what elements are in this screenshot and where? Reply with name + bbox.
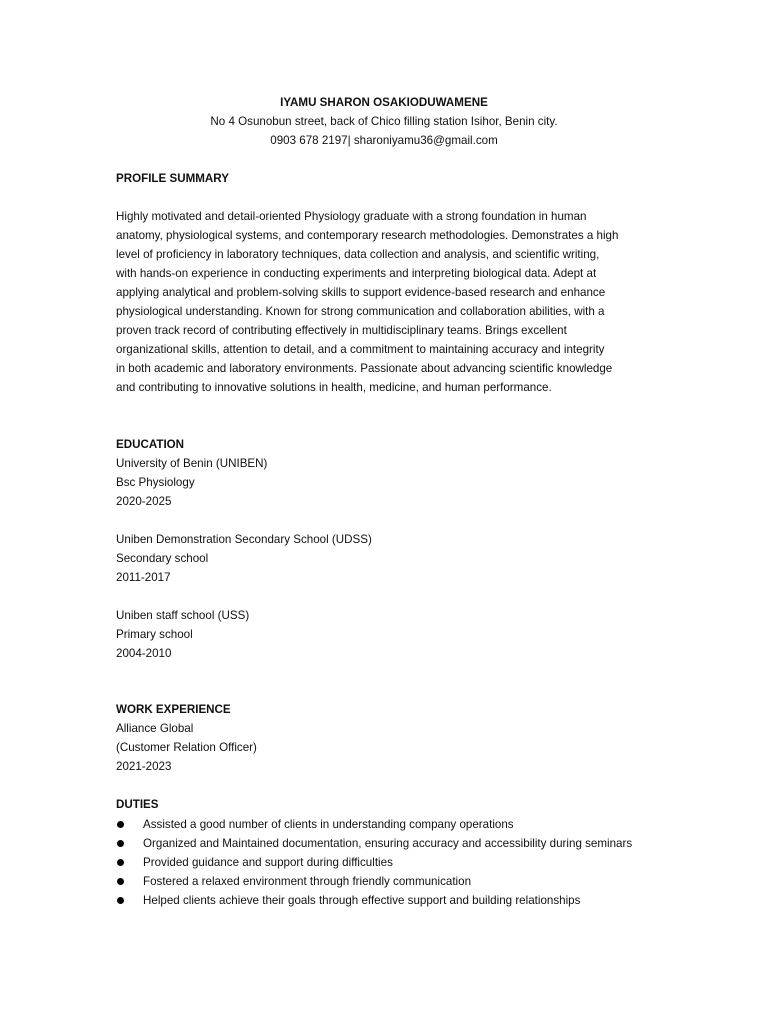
duty-text: Fostered a relaxed environment through friendly communication xyxy=(143,875,472,888)
education-institution: Uniben Demonstration Secondary School (UDSS) xyxy=(116,533,372,546)
address: No 4 Osunobun street, back of Chico filling station Isihor, Benin city. xyxy=(210,115,558,128)
bullet-icon xyxy=(117,897,124,904)
bullet-icon xyxy=(117,859,124,866)
profile-summary-heading: PROFILE SUMMARY xyxy=(116,172,229,185)
profile-line: in both academic and laboratory environments. Passionate about advancing scientific knowledge xyxy=(116,362,613,375)
work-company: Alliance Global xyxy=(116,722,194,735)
bullet-icon xyxy=(117,878,124,885)
profile-line: with hands-on experience in conducting experiments and interpreting biological data. Adept at xyxy=(116,267,597,280)
education-program: Bsc Physiology xyxy=(116,476,195,489)
duty-text: Assisted a good number of clients in understanding company operations xyxy=(143,818,514,831)
duty-text: Helped clients achieve their goals through effective support and building relationships xyxy=(143,894,581,907)
profile-line: applying analytical and problem-solving skills to support evidence-based research and enhance xyxy=(116,286,606,299)
education-program: Primary school xyxy=(116,628,193,641)
education-program: Secondary school xyxy=(116,552,209,565)
duty-text: Organized and Maintained documentation, ensuring accuracy and accessibility during seminars xyxy=(143,837,633,850)
bullet-icon xyxy=(117,821,124,828)
work-role: (Customer Relation Officer) xyxy=(116,741,257,754)
education-years: 2004-2010 xyxy=(116,647,172,660)
profile-line: proven track record of contributing effectively in multidisciplinary teams. Brings excellent xyxy=(116,324,567,337)
applicant-name: IYAMU SHARON OSAKIODUWAMENE xyxy=(280,96,488,109)
contact-info: 0903 678 2197| sharoniyamu36@gmail.com xyxy=(270,134,498,147)
work-experience-heading: WORK EXPERIENCE xyxy=(116,703,231,716)
bullet-icon xyxy=(117,840,124,847)
education-years: 2020-2025 xyxy=(116,495,172,508)
education-years: 2011-2017 xyxy=(116,571,171,584)
profile-summary-paragraph xyxy=(116,210,656,400)
education-institution: University of Benin (UNIBEN) xyxy=(116,457,268,470)
profile-line: organizational skills, attention to detail, and a commitment to maintaining accuracy and integrity xyxy=(116,343,605,356)
profile-line: level of proficiency in laboratory techniques, data collection and analysis, and scientific writing, xyxy=(116,248,600,261)
profile-line: physiological understanding. Known for strong communication and collaboration abilities, with a xyxy=(116,305,605,318)
education-heading: EDUCATION xyxy=(116,438,185,451)
profile-line: anatomy, physiological systems, and contemporary research methodologies. Demonstrates a high xyxy=(116,229,619,242)
profile-line: and contributing to innovative solutions in health, medicine, and human performance. xyxy=(116,381,552,394)
profile-line: Highly motivated and detail-oriented Physiology graduate with a strong foundation in human xyxy=(116,210,587,223)
duty-text: Provided guidance and support during difficulties xyxy=(143,856,393,869)
education-institution: Uniben staff school (USS) xyxy=(116,609,250,622)
duties-heading: DUTIES xyxy=(116,798,159,811)
work-years: 2021-2023 xyxy=(116,760,172,773)
